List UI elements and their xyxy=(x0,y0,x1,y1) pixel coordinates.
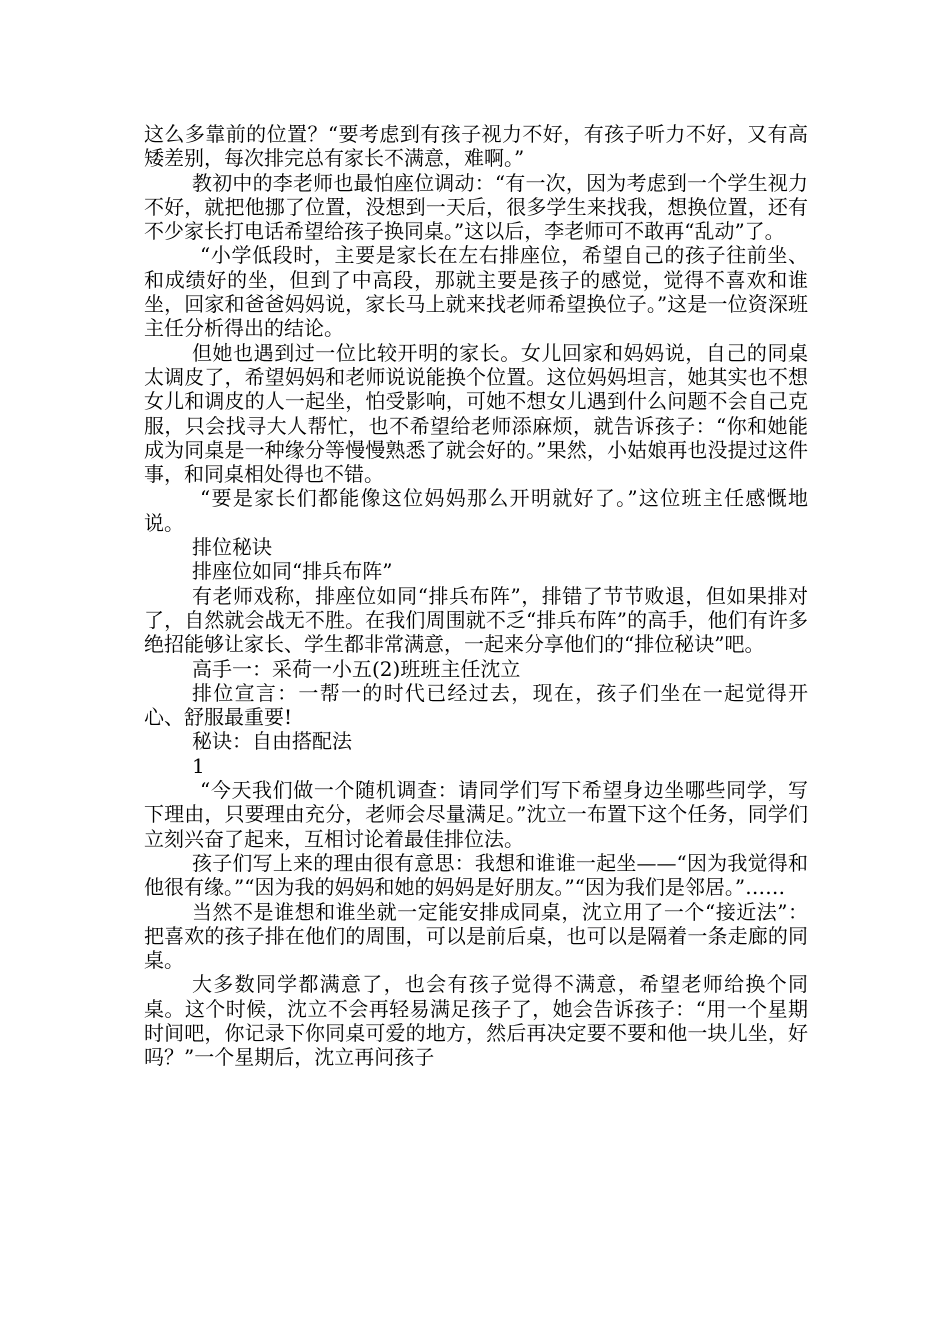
section-subheading: 排座位如同“排兵布阵” xyxy=(192,559,393,584)
paragraph: 排位宣言：一帮一的时代已经过去，现在，孩子们坐在一起觉得开心、舒服最重要! xyxy=(144,680,808,730)
paragraph: 有老师戏称，排座位如同“排兵布阵”，排错了节节败退，但如果排对了，自然就会战无不胜。在我们周围就不乏“排兵布阵”的高手，他们有许多绝招能够让家长、学生都非常满意，一起来分享他们的“排位秘诀”吧。 xyxy=(144,583,808,657)
paragraph: 孩子们写上来的理由很有意思：我想和谁谁一起坐——“因为我觉得和他很有缘。”“因为我的妈妈和她的妈妈是好朋友。”“因为我们是邻居。”…… xyxy=(144,850,808,900)
paragraph: 当然不是谁想和谁坐就一定能安排成同桌，沈立用了一个“接近法”：把喜欢的孩子排在他们的周围，可以是前后桌，也可以是隔着一条走廊的同桌。 xyxy=(144,899,808,973)
page-number-marker: 1 xyxy=(192,753,205,778)
paragraph: “小学低段时，主要是家长在左右排座位，希望自己的孩子往前坐、和成绩好的坐，但到了中高段，那就主要是孩子的感觉，觉得不喜欢和谁坐，回家和爸爸妈妈说，家长马上就来找老师希望换位子。”这是一位资深班主任分析得出的结论。 xyxy=(144,243,808,341)
section-heading: 排位秘诀 xyxy=(192,535,272,560)
paragraph: 大多数同学都满意了，也会有孩子觉得不满意，希望老师给换个同桌。这个时候，沈立不会再轻易满足孩子了，她会告诉孩子：“用一个星期时间吧，你记录下你同桌可爱的地方，然后再决定要不要和他一块儿坐，好吗？”一个星期后，沈立再问孩子 xyxy=(144,972,808,1070)
document-page xyxy=(144,122,808,1070)
expert-title: 高手一：采荷一小五(2)班班主任沈立 xyxy=(192,656,521,681)
paragraph: “要是家长们都能像这位妈妈那么开明就好了。”这位班主任感慨地说。 xyxy=(144,486,808,535)
paragraph: 但她也遇到过一位比较开明的家长。女儿回家和妈妈说，自己的同桌太调皮了，希望妈妈和老师说说能换个位置。这位妈妈坦言，她其实也不想女儿和调皮的人一起坐，怕受影响，可她不想女儿遇到什么问题不会自己克服，只会找寻大人帮忙，也不希望给老师添麻烦，就告诉孩子：“你和她能成为同桌是一种缘分等慢慢熟悉了就会好的。”果然，小姑娘再也没提过这件事，和同桌相处得也不错。 xyxy=(144,340,808,487)
secret-method-title: 秘诀：自由搭配法 xyxy=(192,729,352,754)
paragraph: “今天我们做一个随机调查：请同学们写下希望身边坐哪些同学，写下理由，只要理由充分，老师会尽量满足。”沈立一布置下这个任务，同学们立刻兴奋了起来，互相讨论着最佳排位法。 xyxy=(144,778,808,851)
paragraph: 这么多靠前的位置？“要考虑到有孩子视力不好，有孩子听力不好，又有高矮差别，每次排完总有家长不满意，难啊。” xyxy=(144,122,808,171)
paragraph: 教初中的李老师也最怕座位调动：“有一次，因为考虑到一个学生视力不好，就把他挪了位置，没想到一天后，很多学生来找我，想换位置，还有不少家长打电话希望给孩子换同桌。”这以后，李老师可不敢再“乱动”了。 xyxy=(144,170,808,244)
